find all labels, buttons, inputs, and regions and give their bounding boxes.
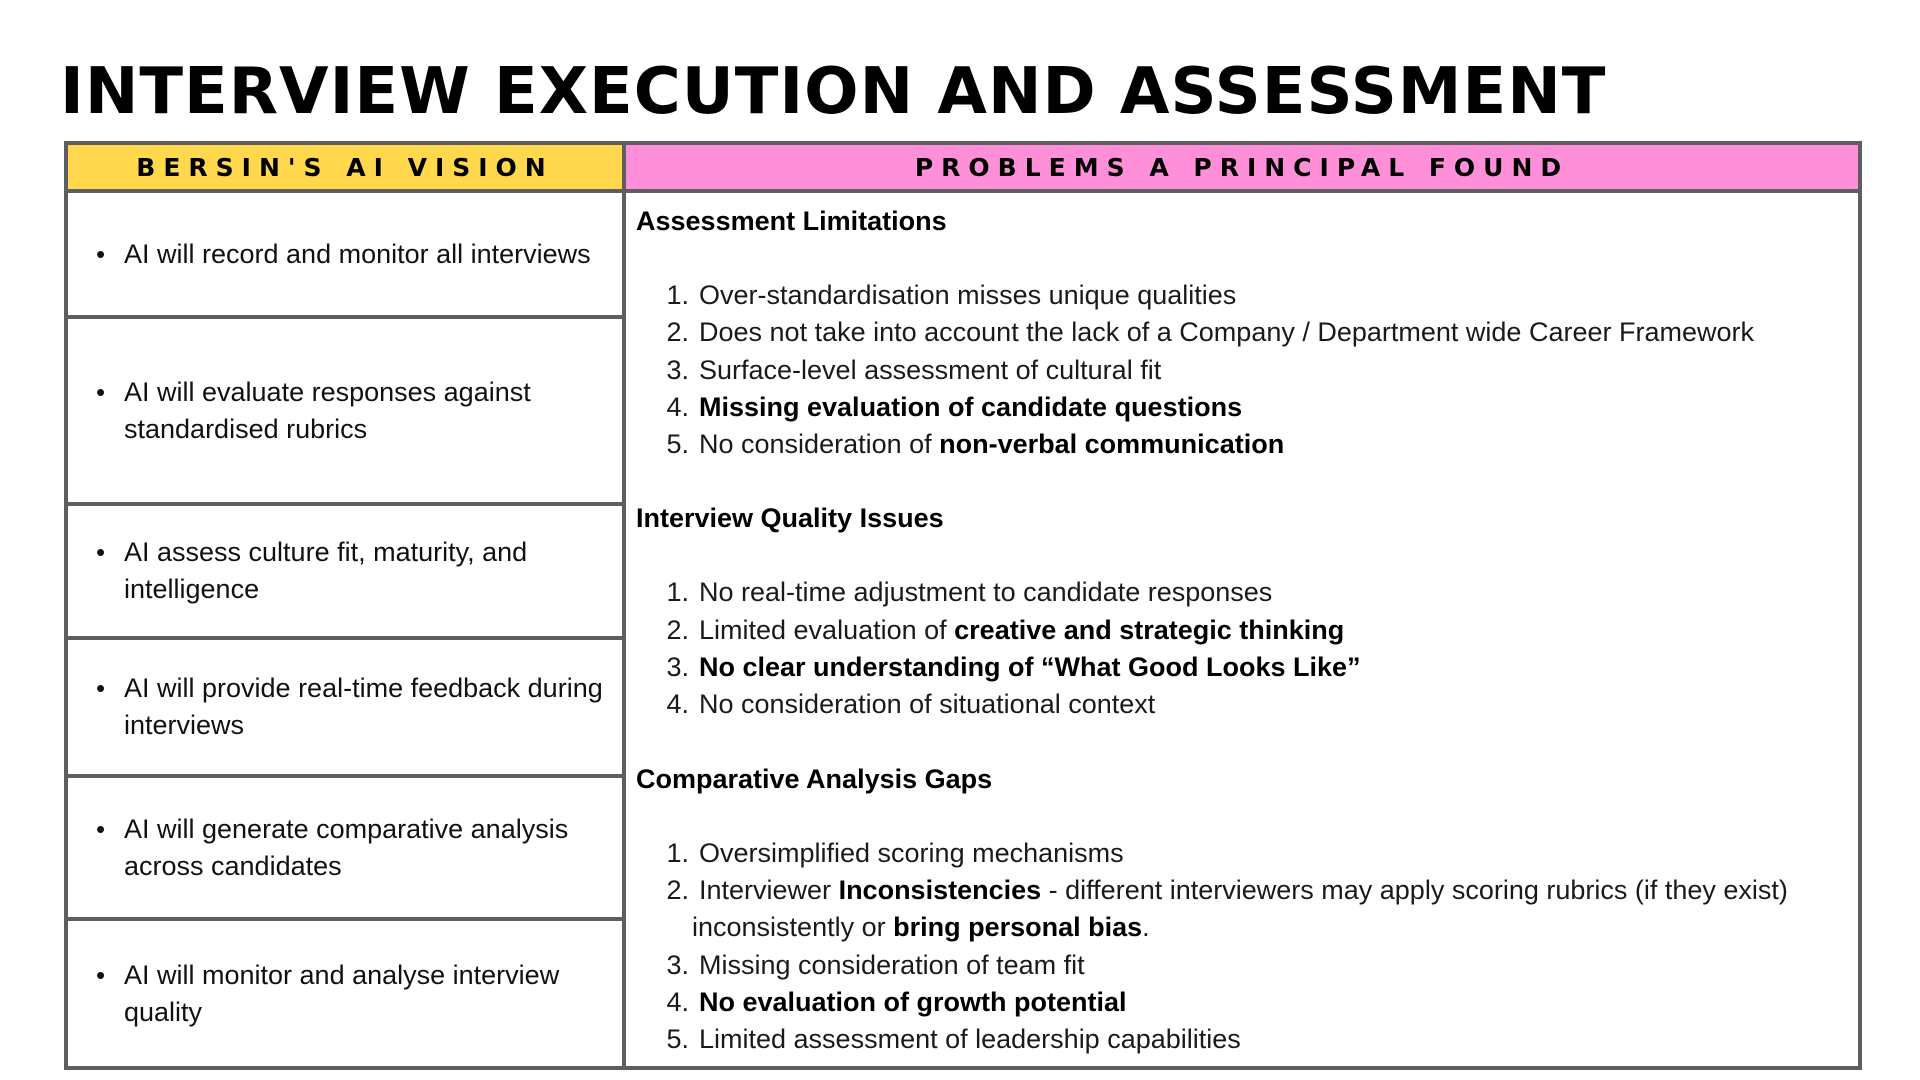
item-number: 2.: [666, 614, 689, 645]
item-text-bold: creative and strategic thinking: [954, 614, 1345, 645]
vision-row: [68, 921, 622, 1066]
bullet-icon: •: [96, 813, 106, 844]
list-item: [636, 426, 1838, 463]
vision-row: [68, 778, 622, 921]
bullet-icon: •: [96, 959, 106, 990]
item-number: 4.: [666, 986, 689, 1017]
item-text-bold: Missing evaluation of candidate questions: [699, 391, 1243, 422]
item-number: 2.: [666, 874, 689, 905]
list-item: [636, 574, 1838, 611]
item-number: 3.: [666, 949, 689, 980]
item-text: Surface-level assessment of cultural fit: [699, 354, 1162, 385]
item-text: Over-standardisation misses unique qualities: [699, 280, 1237, 310]
item-text: Oversimplified scoring mechanisms: [699, 837, 1124, 868]
section-title: Comparative Analysis Gaps: [636, 763, 993, 794]
bullet-icon: •: [96, 376, 106, 407]
item-number: 1.: [666, 280, 689, 310]
problem-list: [636, 277, 1838, 463]
vision-item-text: AI will provide real-time feedback during interviews: [124, 673, 603, 740]
item-text: Does not take into account the lack of a Company / Department wide Career Framework: [699, 317, 1754, 348]
list-item: [636, 947, 1838, 984]
item-number: 3.: [666, 652, 689, 683]
bullet-icon: •: [96, 537, 106, 567]
vision-column: [68, 145, 626, 1066]
vision-item-text: AI will evaluate responses against standardised rubrics: [124, 376, 531, 444]
item-text: Missing consideration of team fit: [699, 949, 1085, 980]
vision-item-text: AI assess culture fit, maturity, and intelligence: [124, 537, 528, 604]
item-text-bold: No evaluation of growth potential: [699, 986, 1127, 1017]
item-text: Interviewer: [699, 874, 839, 905]
item-text: No consideration of: [699, 429, 940, 460]
list-item: [636, 984, 1838, 1021]
page-title: INTERVIEW EXECUTION AND ASSESSMENT: [60, 55, 1607, 129]
item-number: 1.: [666, 837, 689, 868]
item-text-bold: bring personal bias: [893, 912, 1143, 943]
item-text: - different interviewers may apply scoring rubrics (if they exist): [1041, 874, 1788, 905]
vision-item-text: AI will generate comparative analysis across candidates: [124, 813, 569, 881]
item-text: .: [1142, 912, 1150, 943]
list-item: [636, 277, 1838, 314]
bullet-icon: •: [96, 238, 106, 269]
item-number: 3.: [666, 354, 689, 385]
item-text: No consideration of situational context: [699, 689, 1156, 720]
section-title: Interview Quality Issues: [636, 503, 944, 534]
list-item: [636, 389, 1838, 426]
problems-column-header: PROBLEMS A PRINCIPAL FOUND: [626, 145, 1858, 193]
item-text: Limited evaluation of: [699, 614, 955, 645]
item-text-bold: non-verbal communication: [939, 429, 1285, 460]
list-item: [636, 686, 1838, 723]
vision-item-text: AI will record and monitor all interviews: [124, 238, 591, 269]
problem-list: [636, 574, 1838, 723]
list-item: [636, 872, 1838, 947]
problem-list: [636, 835, 1838, 1059]
vision-column-header: BERSIN'S AI VISION: [68, 145, 622, 193]
item-number: 4.: [666, 391, 689, 422]
item-number: 5.: [666, 429, 689, 460]
item-number: 2.: [666, 317, 689, 348]
item-number: 4.: [666, 689, 689, 720]
list-item: [636, 649, 1838, 686]
comparison-table: [64, 141, 1862, 1070]
item-text: No real-time adjustment to candidate responses: [699, 577, 1273, 608]
item-number: 5.: [666, 1024, 689, 1055]
item-text-bold: Inconsistencies: [838, 874, 1042, 905]
item-text: inconsistently or: [692, 912, 894, 943]
vision-row: [68, 319, 622, 506]
item-text-bold: No clear understanding of “What Good Looks Like”: [699, 652, 1361, 683]
vision-row: [68, 193, 622, 319]
problems-body: [626, 193, 1858, 1066]
bullet-icon: •: [96, 673, 106, 703]
problems-column: [626, 145, 1858, 1066]
section-title: Assessment Limitations: [636, 206, 947, 236]
vision-row: [68, 506, 622, 640]
list-item: [636, 352, 1838, 389]
vision-item-text: AI will monitor and analyse interview quality: [124, 959, 560, 1027]
list-item: [636, 835, 1838, 872]
list-item: [636, 1021, 1838, 1058]
item-number: 1.: [666, 577, 689, 608]
list-item: [636, 612, 1838, 649]
vision-row: [68, 640, 622, 778]
item-text: Limited assessment of leadership capabilities: [699, 1024, 1241, 1055]
list-item: [636, 314, 1838, 351]
